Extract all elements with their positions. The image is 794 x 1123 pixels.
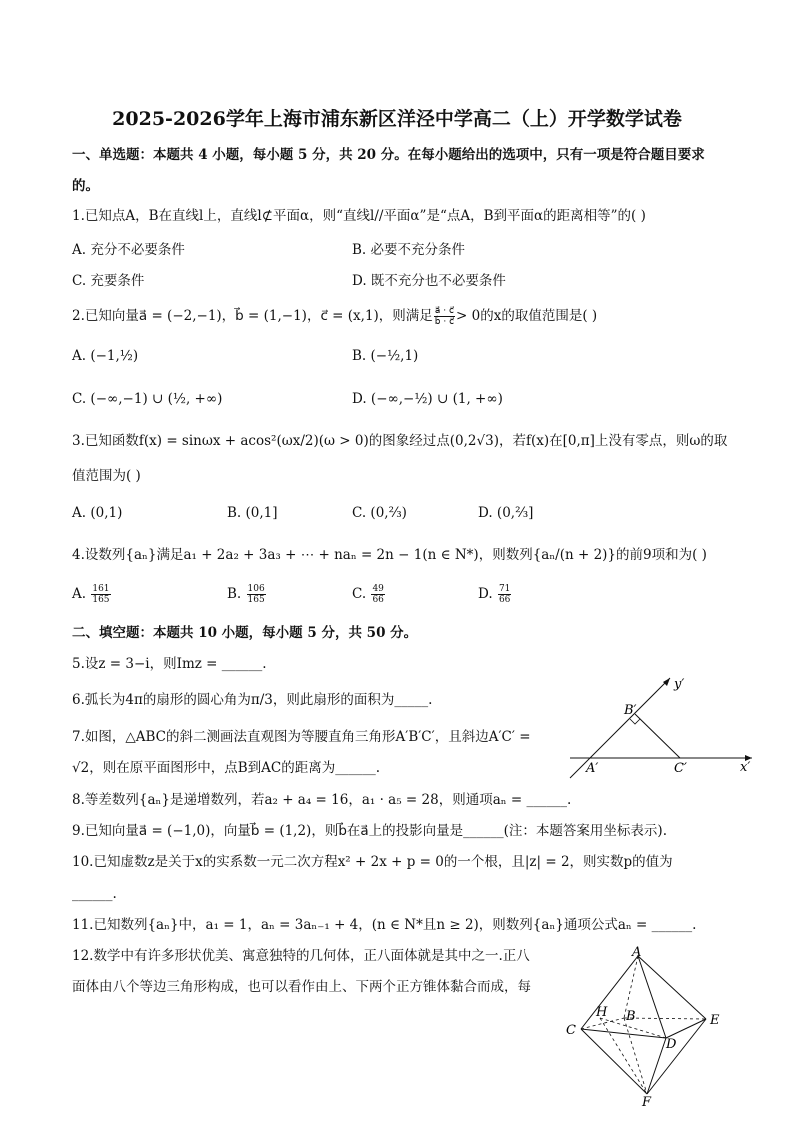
q7-oblique-figure	[560, 672, 760, 782]
q4-a-den: 165	[92, 595, 110, 605]
label-b-prime: B′	[624, 703, 637, 718]
q4-option-d	[478, 584, 512, 605]
side-b-c	[635, 714, 680, 758]
q8-stem: 8.等差数列{aₙ}是递增数列，若a₂ + a₄ = 16，a₁ · a₅ = 28，则通项aₙ = ______.	[72, 792, 572, 808]
q10-stem-line2: ______.	[72, 886, 117, 902]
q1-option-a: A. 充分不必要条件	[72, 242, 185, 258]
q4-b-num: 106	[247, 584, 265, 594]
q4-option-d-frac	[498, 584, 511, 605]
q2-frac-num: a⃗ · c⃗	[434, 306, 454, 316]
q2-option-c: C. (−∞,−1) ∪ (½, +∞)	[72, 391, 223, 407]
q4-option-c-letter: C.	[352, 586, 367, 602]
q2-option-d: D. (−∞,−½) ∪ (1, +∞)	[352, 391, 503, 407]
q4-stem: 4.设数列{aₙ}满足a₁ + 2a₂ + 3a₃ + ⋯ + naₙ = 2n − 1(n ∈ N*)，则数列{aₙ/(n + 2)}的前9项和为( )	[72, 547, 707, 563]
label-a: A	[632, 945, 642, 960]
q3-stem-line2: 值范围为( )	[72, 468, 141, 484]
q4-option-c-frac	[371, 584, 384, 605]
q4-c-num: 49	[372, 584, 384, 594]
q4-c-den: 66	[372, 595, 384, 605]
page-title: 2025-2026学年上海市浦东新区洋泾中学高二（上）开学数学试卷	[112, 108, 682, 130]
y-axis-line	[570, 678, 670, 778]
q2-stem	[72, 306, 597, 327]
label-e: E	[710, 1013, 720, 1028]
right-angle-mark	[630, 719, 640, 724]
q3-option-a: A. (0,1)	[72, 505, 123, 521]
q1-stem: 1.已知点A，B在直线l上，直线l⊄平面α，则“直线l//平面α”是“点A，B到平面α的距离相等”的( )	[72, 208, 646, 224]
q4-option-d-letter: D.	[478, 586, 493, 602]
q4-b-den: 165	[247, 595, 265, 605]
q2-stem-part2: > 0的x的取值范围是( )	[456, 308, 598, 324]
q4-d-den: 66	[498, 595, 511, 605]
q4-option-b	[227, 584, 267, 605]
q2-frac-den: b⃗ · c⃗	[434, 317, 455, 327]
q3-option-d: D. (0,⅔]	[478, 505, 534, 521]
q3-stem-line1: 3.已知函数f(x) = sinωx + acos²(ωx/2)(ω > 0)的图象经过点(0,2√3)，若f(x)在[0,π]上没有零点，则ω的取	[72, 433, 728, 449]
q2-stem-part1: 2.已知向量a⃗ = (−2,−1)，b⃗ = (1,−1)，c⃗ = (x,1)，则满足	[72, 308, 433, 324]
q4-option-a-frac	[91, 584, 110, 605]
q2-option-b: B. (−½,1)	[352, 348, 419, 364]
label-h: H	[596, 1005, 608, 1020]
label-y-prime: y′	[674, 677, 685, 692]
q1-option-c: C. 充要条件	[72, 273, 145, 289]
q3-option-b: B. (0,1]	[227, 505, 278, 521]
q12-octahedron-figure	[560, 942, 730, 1107]
label-x-prime: x′	[740, 760, 751, 775]
y-axis-arrow-icon	[663, 678, 670, 686]
label-b: B	[626, 1009, 636, 1024]
q12-stem-line2: 面体由八个等边三角形构成，也可以看作由上、下两个正方锥体黏合而成，每	[72, 979, 531, 995]
q4-option-b-frac	[247, 584, 266, 605]
label-d: D	[666, 1037, 677, 1052]
label-a-prime: A′	[586, 761, 599, 776]
q4-a-num: 161	[92, 584, 110, 594]
q1-option-b: B. 必要不充分条件	[352, 242, 466, 258]
q4-option-c	[352, 584, 386, 605]
q2-option-a: A. (−1,½)	[72, 348, 139, 364]
label-c: C	[566, 1023, 576, 1038]
q11-stem: 11.已知数列{aₙ}中，a₁ = 1，aₙ = 3aₙ₋₁ + 4，(n ∈ N*且n ≥ 2)，则数列{aₙ}通项公式aₙ = ______.	[72, 917, 697, 933]
q4-option-a-letter: A.	[72, 586, 87, 602]
q7-stem-line2: √2，则在原平面图形中，点B到AC的距离为______.	[72, 760, 380, 776]
section2-heading: 二、填空题：本题共 10 小题，每小题 5 分，共 50 分。	[72, 625, 418, 641]
q4-option-b-letter: B.	[227, 586, 242, 602]
q4-d-num: 71	[498, 584, 511, 594]
section1-heading-line1: 一、单选题：本题共 4 小题，每小题 5 分，共 20 分。在每小题给出的选项中，只有一项是符合题目要求	[72, 147, 705, 163]
label-c-prime: C′	[674, 761, 687, 776]
q5-stem: 5.设z = 3−i，则Imz = ______.	[72, 656, 267, 672]
q3-option-c: C. (0,⅔)	[352, 505, 407, 521]
q12-stem-line1: 12.数学中有许多形状优美、寓意独特的几何体，正八面体就是其中之一.正八	[72, 948, 530, 964]
section1-heading-line2: 的。	[72, 178, 99, 194]
q9-stem: 9.已知向量a⃗ = (−1,0)，向量b⃗ = (1,2)，则b⃗在a⃗上的投影向量是______(注：本题答案用坐标表示).	[72, 823, 667, 839]
q4-option-a	[72, 584, 112, 605]
q2-fraction	[434, 306, 455, 327]
q7-stem-line1: 7.如图，△ABC的斜二测画法直观图为等腰直角三角形A′B′C′，且斜边A′C′ =	[72, 729, 531, 745]
q1-option-d: D. 既不充分也不必要条件	[352, 273, 506, 289]
q10-stem-line1: 10.已知虚数z是关于x的实系数一元二次方程x² + 2x + p = 0的一个根，且|z| = 2，则实数p的值为	[72, 854, 673, 870]
label-f: F	[642, 1095, 652, 1107]
q6-stem: 6.弧长为4π的扇形的圆心角为π/3，则此扇形的面积为_____.	[72, 692, 433, 708]
